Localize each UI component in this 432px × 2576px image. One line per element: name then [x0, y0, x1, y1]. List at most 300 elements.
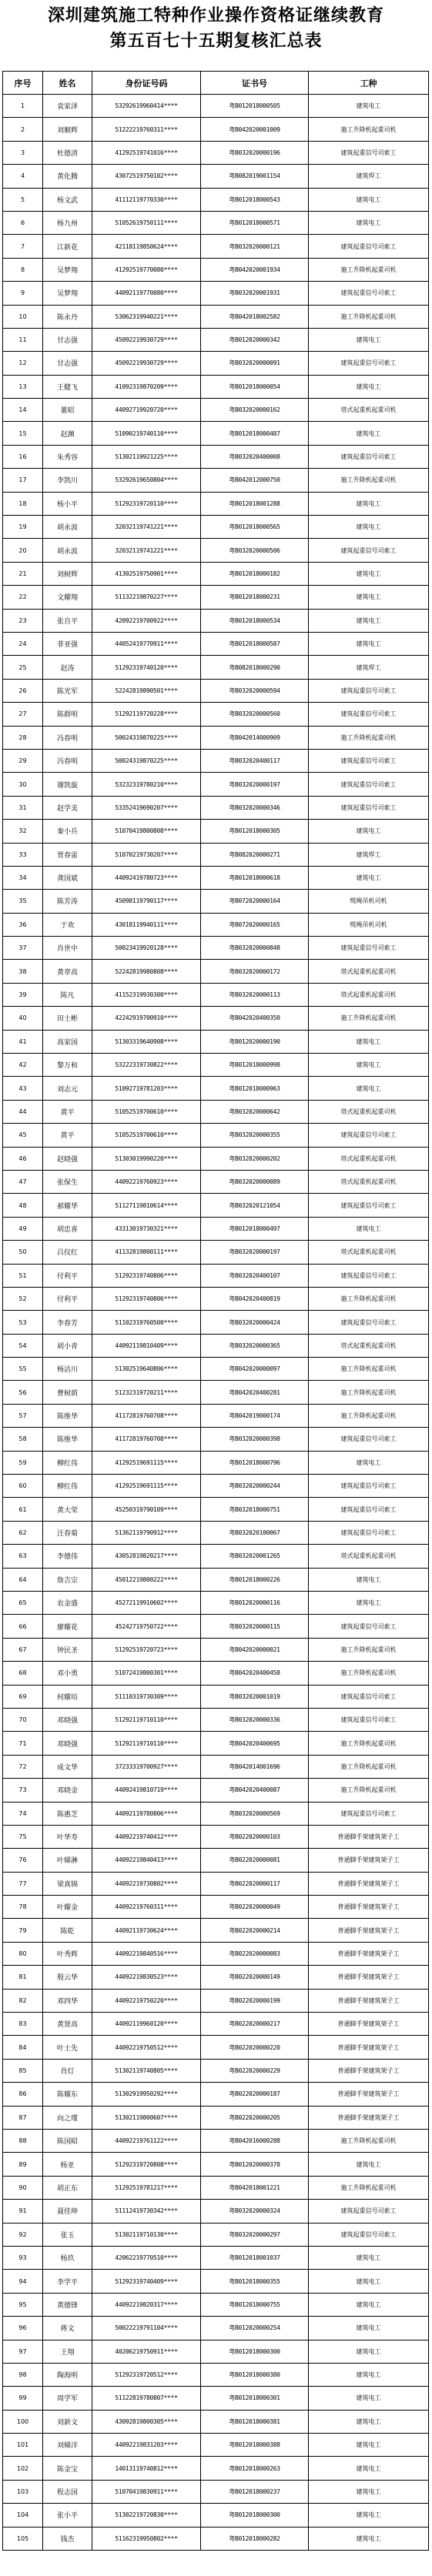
certificate-number: 粤B022020000187 [201, 2083, 309, 2106]
person-name: 刘志元 [43, 1077, 92, 1100]
row-index: 10 [3, 305, 43, 328]
id-number: 53292619650804**** [92, 469, 201, 492]
work-type: 缆绳吊机司机 [309, 890, 429, 913]
id-number: 51292119720228**** [92, 703, 201, 726]
person-name: 向之瑾 [43, 2106, 92, 2129]
table-row [3, 1475, 429, 1498]
row-index: 40 [3, 1007, 43, 1030]
person-name: 黄德锋 [43, 2293, 92, 2316]
id-number: 50024319870225**** [92, 749, 201, 772]
person-name: 胡小青 [43, 1334, 92, 1357]
work-type: 施工升降机起重司机 [309, 1381, 429, 1404]
id-number: 50023419920128**** [92, 937, 201, 960]
table-row [3, 2480, 429, 2503]
id-number: 51302919950292**** [92, 2083, 201, 2106]
table-row [3, 937, 429, 960]
id-number: 45098119790117**** [92, 890, 201, 913]
certificate-number: 粤B012018000796 [201, 1451, 309, 1474]
table-row [3, 1194, 429, 1217]
work-type: 建筑电工 [309, 820, 429, 843]
table-row [3, 2246, 429, 2269]
certificate-number: 粤B012018000300 [201, 2504, 309, 2527]
certificate-number: 粤B042020400458 [201, 1662, 309, 1685]
id-number: 50022219791104**** [92, 2317, 201, 2340]
row-index: 39 [3, 983, 43, 1006]
work-type: 塔式起重机起重司机 [309, 1241, 429, 1264]
row-index: 93 [3, 2246, 43, 2269]
person-name: 菲亚强 [43, 632, 92, 655]
row-index: 61 [3, 1498, 43, 1521]
table-row [3, 1241, 429, 1264]
id-number: 44092119960120**** [92, 2013, 201, 2036]
work-type: 建筑起重信号司索工 [309, 1615, 429, 1638]
work-type: 建筑电工 [309, 2527, 429, 2550]
certificate-number: 粤B012018000543 [201, 188, 309, 211]
row-index: 18 [3, 492, 43, 515]
certificate-number: 粤B012018000998 [201, 1054, 309, 1077]
id-number: 45092219930729**** [92, 352, 201, 375]
row-index: 80 [3, 1942, 43, 1965]
row-index: 58 [3, 1428, 43, 1451]
certificate-number: 粤B032020000115 [201, 1615, 309, 1638]
table-row [3, 1147, 429, 1170]
row-index: 47 [3, 1170, 43, 1193]
certificate-number: 粤B012018000505 [201, 95, 309, 118]
table-row [3, 2387, 429, 2410]
table-row [3, 1872, 429, 1895]
certificate-number: 粤B072020000164 [201, 890, 309, 913]
person-name: 吕仪红 [43, 1241, 92, 1264]
person-name: 谢凯旋 [43, 773, 92, 796]
work-type: 建筑电工 [309, 866, 429, 889]
id-number: 37233319700927**** [92, 1755, 201, 1778]
person-name: 陈群明 [43, 703, 92, 726]
person-name: 秦小兵 [43, 820, 92, 843]
id-number: 51292319740806**** [92, 1264, 201, 1287]
table-row [3, 866, 429, 889]
id-number: 53352419690207**** [92, 796, 201, 819]
id-number: 51162319950802**** [92, 2527, 201, 2550]
table-row [3, 188, 429, 211]
header-id-number: 身份证号码 [92, 72, 201, 95]
table-row [3, 1124, 429, 1147]
row-index: 96 [3, 2317, 43, 2340]
id-number: 51102319760500**** [92, 1311, 201, 1334]
id-number: 51070419800808**** [92, 820, 201, 843]
work-type: 普通脚手架建筑架子工 [309, 1989, 429, 2012]
row-index: 94 [3, 2270, 43, 2293]
id-number: 44092219830523**** [92, 1966, 201, 1989]
table-row [3, 2223, 429, 2246]
row-index: 68 [3, 1662, 43, 1685]
person-name: 陈金宝 [43, 2457, 92, 2480]
person-name: 甘志强 [43, 328, 92, 351]
person-name: 甘志强 [43, 352, 92, 375]
certificate-number: 粤B022020000103 [201, 1825, 309, 1848]
work-type: 建筑电工 [309, 562, 429, 585]
table-row [3, 1732, 429, 1755]
table-row [3, 399, 429, 422]
certificate-number: 粤B032020400008 [201, 445, 309, 468]
person-name: 叶娣淋 [43, 1849, 92, 1872]
row-index: 5 [3, 188, 43, 211]
row-index: 9 [3, 282, 43, 305]
certificate-number: 粤B032020000336 [201, 1708, 309, 1731]
certificate-number: 粤B012020000116 [201, 1592, 309, 1615]
work-type: 普通脚手架建筑架子工 [309, 1966, 429, 1989]
row-index: 13 [3, 375, 43, 398]
certificate-number: 粤B032020000121 [201, 235, 309, 258]
person-name: 田士彬 [43, 1007, 92, 1030]
id-number: 51070219730207**** [92, 843, 201, 866]
table-row [3, 1498, 429, 1521]
work-type: 建筑电工 [309, 2457, 429, 2480]
person-name: 詹吉宗 [43, 1568, 92, 1591]
table-row [3, 1428, 429, 1451]
table-row [3, 2270, 429, 2293]
person-name: 陈凡 [43, 983, 92, 1006]
row-index: 38 [3, 960, 43, 983]
person-name: 付利平 [43, 1264, 92, 1287]
certificate-number: 粤B012018000237 [201, 2480, 309, 2503]
certificate-number: 粤B022020000205 [201, 2106, 309, 2129]
id-number: 42062219770510**** [92, 2246, 201, 2269]
person-name: 肖世中 [43, 937, 92, 960]
work-type: 施工升降机起重司机 [309, 1007, 429, 1030]
person-name: 刘新文 [43, 2410, 92, 2433]
row-index: 37 [3, 937, 43, 960]
row-index: 86 [3, 2083, 43, 2106]
header-certificate-number: 证书号 [201, 72, 309, 95]
work-type: 施工升降机起重司机 [309, 1779, 429, 1802]
table-row [3, 703, 429, 726]
table-row [3, 258, 429, 281]
table-row [3, 1896, 429, 1919]
work-type: 建筑电工 [309, 95, 429, 118]
id-number: 53222319730822**** [92, 1054, 201, 1077]
title-line-1: 深圳建筑施工特种作业操作资格证继续教育 [47, 5, 384, 25]
row-index: 49 [3, 1217, 43, 1240]
certificate-number: 粤B012018000182 [201, 562, 309, 585]
id-number: 45242719750722**** [92, 1615, 201, 1638]
certificate-number: 粤B022020000220 [201, 2036, 309, 2059]
id-number: 51303319640908**** [92, 1030, 201, 1053]
row-index: 12 [3, 352, 43, 375]
certificate-number: 粤B012020000190 [201, 1030, 309, 1053]
id-number: 51222219760311**** [92, 118, 201, 141]
row-index: 89 [3, 2153, 43, 2176]
certificate-number: 粤B032020000594 [201, 679, 309, 702]
id-number: 51292319720512**** [92, 2363, 201, 2386]
work-type: 建筑电工 [309, 211, 429, 234]
person-name: 刘娣洋 [43, 2434, 92, 2457]
work-type: 建筑起重信号司索工 [309, 539, 429, 562]
id-number: 43092819800305**** [92, 2410, 201, 2433]
certificate-number: 粤B032020000424 [201, 1311, 309, 1334]
row-index: 104 [3, 2504, 43, 2527]
certificate-number: 粤B042020400819 [201, 1287, 309, 1310]
work-type: 普通脚手架建筑架子工 [309, 2059, 429, 2082]
id-number: 51292119710110**** [92, 1732, 201, 1755]
table-row [3, 539, 429, 562]
row-index: 43 [3, 1077, 43, 1100]
table-row [3, 679, 429, 702]
table-row [3, 469, 429, 492]
work-type: 建筑电工 [309, 2387, 429, 2410]
person-name: 李德伟 [43, 1545, 92, 1568]
table-row [3, 445, 429, 468]
certificate-number: 粤B032020000642 [201, 1100, 309, 1123]
certificate-number: 粤B032020100067 [201, 1521, 309, 1544]
id-number: 51302219720830**** [92, 2504, 201, 2527]
row-index: 22 [3, 586, 43, 609]
row-index: 72 [3, 1755, 43, 1778]
work-type: 塔式起重机起重司机 [309, 1147, 429, 1170]
id-number: 41092319870209**** [92, 375, 201, 398]
row-index: 84 [3, 2036, 43, 2059]
row-index: 79 [3, 1919, 43, 1942]
table-row [3, 2410, 429, 2433]
work-type: 建筑起重信号司索工 [309, 1802, 429, 1825]
id-number: 42092219700922**** [92, 609, 201, 632]
person-name: 邓晓金 [43, 1779, 92, 1802]
row-index: 64 [3, 1568, 43, 1591]
certificate-number: 粤B032020000365 [201, 1334, 309, 1357]
certificate-number: 粤B012018000618 [201, 866, 309, 889]
certificate-number: 粤B032020000506 [201, 539, 309, 562]
table-row [3, 749, 429, 772]
table-row [3, 1568, 429, 1591]
work-type: 建筑起重信号司索工 [309, 352, 429, 375]
row-index: 81 [3, 1966, 43, 1989]
row-index: 60 [3, 1475, 43, 1498]
row-index: 44 [3, 1100, 43, 1123]
row-index: 77 [3, 1872, 43, 1895]
row-index: 25 [3, 656, 43, 679]
row-index: 36 [3, 913, 43, 936]
work-type: 塔式起重机起重司机 [309, 399, 429, 422]
id-number: 41172819760708**** [92, 1404, 201, 1427]
certificate-number: 粤B022020000049 [201, 1896, 309, 1919]
certificate-number: 粤B042020001934 [201, 258, 309, 281]
row-index: 67 [3, 1638, 43, 1661]
id-number: 51110319730309**** [92, 1685, 201, 1708]
id-number: 51302519640806**** [92, 1358, 201, 1381]
certificate-number: 粤B032020001265 [201, 1545, 309, 1568]
person-name: 陈芳涛 [43, 890, 92, 913]
row-index: 16 [3, 445, 43, 468]
certificate-number: 粤B042012000750 [201, 469, 309, 492]
work-type: 建筑起重信号司索工 [309, 445, 429, 468]
person-name: 陈惠芝 [43, 1802, 92, 1825]
person-name: 李学平 [43, 2270, 92, 2293]
id-number: 51302119710130**** [92, 2223, 201, 2246]
row-index: 23 [3, 609, 43, 632]
certificate-number: 粤B022020000229 [201, 2059, 309, 2082]
person-name: 赵涛 [43, 656, 92, 679]
table-row [3, 2363, 429, 2386]
header-name: 姓名 [43, 72, 92, 95]
id-number: 41152319930300**** [92, 983, 201, 1006]
person-name: 陈国昭 [43, 2129, 92, 2152]
work-type: 施工升降机起重司机 [309, 1662, 429, 1685]
id-number: 51052519700610**** [92, 1124, 201, 1147]
id-number: 43052819820217**** [92, 1545, 201, 1568]
person-name: 柳红伟 [43, 1451, 92, 1474]
table-row [3, 1755, 429, 1778]
row-index: 69 [3, 1685, 43, 1708]
id-number: 52242819890501**** [92, 679, 201, 702]
id-number: 44092119770080**** [92, 282, 201, 305]
person-name: 周学军 [43, 2387, 92, 2410]
row-index: 73 [3, 1779, 43, 1802]
id-number: 43072519750102**** [92, 165, 201, 188]
certificate-number: 粤B042020400281 [201, 1381, 309, 1404]
id-number: 51052619750111**** [92, 211, 201, 234]
work-type: 普通脚手架建筑架子工 [309, 2013, 429, 2036]
row-index: 34 [3, 866, 43, 889]
row-index: 66 [3, 1615, 43, 1638]
id-number: 44092219750220**** [92, 1989, 201, 2012]
id-number: 41112119770330**** [92, 188, 201, 211]
person-name: 邓晓强 [43, 1732, 92, 1755]
row-index: 56 [3, 1381, 43, 1404]
work-type: 塔式起重机起重司机 [309, 1545, 429, 1568]
table-row [3, 1942, 429, 1965]
certificate-number: 粤B022020000081 [201, 1849, 309, 1872]
table-row [3, 2457, 429, 2480]
row-index: 1 [3, 95, 43, 118]
person-name: 江新花 [43, 235, 92, 258]
table-row [3, 1592, 429, 1615]
work-type: 塔式起重机起重司机 [309, 960, 429, 983]
certificate-number: 粤B012018000301 [201, 2387, 309, 2410]
row-index: 74 [3, 1802, 43, 1825]
id-number: 44092219820317**** [92, 2293, 201, 2316]
work-type: 施工升降机起重司机 [309, 2176, 429, 2199]
row-index: 87 [3, 2106, 43, 2129]
work-type: 建筑起重信号司索工 [309, 1428, 429, 1451]
work-type: 建筑电工 [309, 2293, 429, 2316]
certificate-number: 粤B032020000355 [201, 1124, 309, 1147]
work-type: 建筑起重信号司索工 [309, 1124, 429, 1147]
certificate-number: 粤B012018000388 [201, 2434, 309, 2457]
work-type: 施工升降机起重司机 [309, 1732, 429, 1755]
table-row [3, 2153, 429, 2176]
id-number: 51122819780807**** [92, 2387, 201, 2410]
work-type: 普通脚手架建筑架子工 [309, 2036, 429, 2059]
person-name: 肖灯 [43, 2059, 92, 2082]
person-name: 袁家泽 [43, 95, 92, 118]
id-number: 41292519691115**** [92, 1451, 201, 1474]
id-number: 51303019990220**** [92, 1147, 201, 1170]
person-name: 李凯川 [43, 469, 92, 492]
work-type: 建筑电工 [309, 375, 429, 398]
id-number: 51292319740806**** [92, 1287, 201, 1310]
person-name: 黄章高 [43, 960, 92, 983]
title-line-2: 第五百七十五期复核汇总表 [109, 31, 323, 51]
person-name: 叶耀金 [43, 1896, 92, 1919]
table-row [3, 1989, 429, 2012]
document-title [0, 3, 432, 54]
certificate-number: 粤B032020000324 [201, 2200, 309, 2223]
table-row [3, 1334, 429, 1357]
work-type: 建筑起重信号司索工 [309, 1498, 429, 1521]
table-row [3, 1100, 429, 1123]
id-number: 44092119730624**** [92, 1919, 201, 1942]
certificate-number: 粤B082019001154 [201, 165, 309, 188]
id-number: 43313019730321**** [92, 1217, 201, 1240]
work-type: 建筑电工 [309, 516, 429, 539]
person-name: 叶秀辉 [43, 1942, 92, 1965]
id-number: 44092219760923**** [92, 1170, 201, 1193]
work-type: 建筑电工 [309, 1030, 429, 1053]
certificate-number: 粤B012018000755 [201, 2293, 309, 2316]
work-type: 建筑电工 [309, 2363, 429, 2386]
table-row [3, 1077, 429, 1100]
person-name: 黄大荣 [43, 1498, 92, 1521]
id-number: 51132219870227**** [92, 586, 201, 609]
certificate-number: 粤B042020400695 [201, 1732, 309, 1755]
id-number: 51072419800301**** [92, 1662, 201, 1685]
row-index: 42 [3, 1054, 43, 1077]
row-index: 54 [3, 1334, 43, 1357]
table-row [3, 375, 429, 398]
certificate-number: 粤B032020000346 [201, 796, 309, 819]
person-name: 张小平 [43, 2504, 92, 2527]
row-index: 82 [3, 1989, 43, 2012]
person-name: 邓四华 [43, 1989, 92, 2012]
person-name: 张自平 [43, 609, 92, 632]
table-row [3, 2176, 429, 2199]
id-number: 51292319720110**** [92, 492, 201, 515]
person-name: 杨文武 [43, 188, 92, 211]
table-body [3, 95, 429, 2551]
row-index: 50 [3, 1241, 43, 1264]
work-type: 建筑起重信号司索工 [309, 749, 429, 772]
work-type: 建筑电工 [309, 1451, 429, 1474]
certificate-number: 粤B022020000199 [201, 1989, 309, 2012]
work-type: 塔式起重机起重司机 [309, 1170, 429, 1193]
id-number: 53062319940221**** [92, 305, 201, 328]
person-name: 张保生 [43, 1170, 92, 1193]
row-index: 105 [3, 2527, 43, 2550]
person-name: 殷云华 [43, 1966, 92, 1989]
certificate-number: 粤B042014001696 [201, 1755, 309, 1778]
work-type: 建筑起重信号司索工 [309, 1264, 429, 1287]
person-name: 赵学美 [43, 796, 92, 819]
id-number: 51292519720723**** [92, 1638, 201, 1661]
id-number: 44092219740412**** [92, 1825, 201, 1848]
person-name: 文耀翔 [43, 586, 92, 609]
certificate-number: 粤B042020000097 [201, 1358, 309, 1381]
work-type: 建筑电工 [309, 2504, 429, 2527]
person-name: 郝耀华 [43, 1194, 92, 1217]
certificate-number: 粤B032020000172 [201, 960, 309, 983]
work-type: 普通脚手架建筑架子工 [309, 2083, 429, 2106]
person-name: 陈维华 [43, 1404, 92, 1427]
row-index: 52 [3, 1287, 43, 1310]
person-name: 刘树辉 [43, 562, 92, 585]
person-name: 王翔 [43, 2340, 92, 2363]
id-number: 44052419770911**** [92, 632, 201, 655]
table-row [3, 282, 429, 305]
person-name: 于欢 [43, 913, 92, 936]
work-type: 建筑起重信号司索工 [309, 679, 429, 702]
id-number: 45092219930729**** [92, 328, 201, 351]
certificate-number: 粤B012020000254 [201, 2317, 309, 2340]
table-row [3, 1966, 429, 1989]
